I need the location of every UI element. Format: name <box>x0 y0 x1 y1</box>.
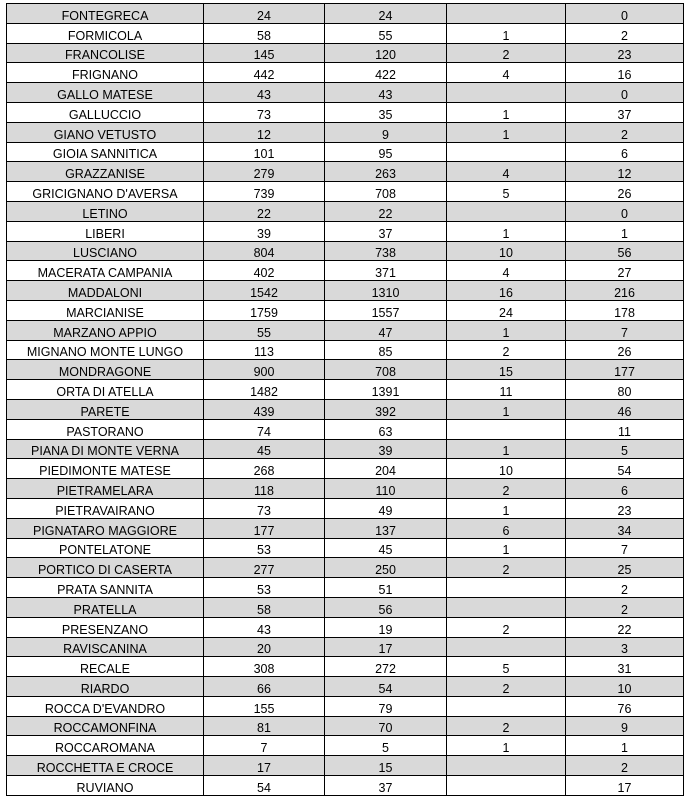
value-cell-col3: 371 <box>325 261 447 281</box>
value-cell-col2: 7 <box>204 736 325 756</box>
value-cell-col4: 2 <box>447 617 566 637</box>
value-cell-col3: 37 <box>325 776 447 796</box>
value-cell-col5: 216 <box>566 281 684 301</box>
municipality-name-cell: LIBERI <box>7 221 204 241</box>
value-cell-col4: 1 <box>447 538 566 558</box>
value-cell-col5: 34 <box>566 518 684 538</box>
municipality-name-cell: ORTA DI ATELLA <box>7 380 204 400</box>
table-row <box>7 439 684 459</box>
value-cell-col2: 24 <box>204 4 325 24</box>
value-cell-col3: 51 <box>325 578 447 598</box>
value-cell-col2: 43 <box>204 83 325 103</box>
value-cell-col2: 53 <box>204 538 325 558</box>
table-row <box>7 182 684 202</box>
value-cell-col4: 4 <box>447 162 566 182</box>
value-cell-col4 <box>447 201 566 221</box>
value-cell-col2: 439 <box>204 399 325 419</box>
value-cell-col3: 1557 <box>325 300 447 320</box>
value-cell-col2: 1542 <box>204 281 325 301</box>
municipality-name-cell: FRIGNANO <box>7 63 204 83</box>
value-cell-col3: 54 <box>325 677 447 697</box>
value-cell-col5: 11 <box>566 419 684 439</box>
value-cell-col5: 178 <box>566 300 684 320</box>
value-cell-col4: 4 <box>447 63 566 83</box>
value-cell-col5: 2 <box>566 23 684 43</box>
table-row <box>7 83 684 103</box>
table-row <box>7 558 684 578</box>
value-cell-col4: 2 <box>447 677 566 697</box>
value-cell-col3: 422 <box>325 63 447 83</box>
municipality-name-cell: MIGNANO MONTE LUNGO <box>7 340 204 360</box>
value-cell-col4: 1 <box>447 221 566 241</box>
municipality-name-cell: RUVIANO <box>7 776 204 796</box>
value-cell-col4 <box>447 83 566 103</box>
table-row <box>7 360 684 380</box>
value-cell-col5: 9 <box>566 716 684 736</box>
value-cell-col2: 145 <box>204 43 325 63</box>
value-cell-col4: 2 <box>447 558 566 578</box>
value-cell-col2: 277 <box>204 558 325 578</box>
value-cell-col5: 37 <box>566 102 684 122</box>
value-cell-col3: 17 <box>325 637 447 657</box>
value-cell-col2: 900 <box>204 360 325 380</box>
table-row <box>7 340 684 360</box>
value-cell-col3: 35 <box>325 102 447 122</box>
value-cell-col4 <box>447 756 566 776</box>
value-cell-col3: 24 <box>325 4 447 24</box>
value-cell-col2: 268 <box>204 459 325 479</box>
value-cell-col3: 5 <box>325 736 447 756</box>
value-cell-col4: 1 <box>447 399 566 419</box>
municipality-name-cell: RIARDO <box>7 677 204 697</box>
value-cell-col2: 39 <box>204 221 325 241</box>
value-cell-col5: 27 <box>566 261 684 281</box>
table-row <box>7 518 684 538</box>
value-cell-col3: 49 <box>325 498 447 518</box>
value-cell-col2: 54 <box>204 776 325 796</box>
table-row <box>7 479 684 499</box>
municipality-name-cell: GALLUCCIO <box>7 102 204 122</box>
municipality-name-cell: PIGNATARO MAGGIORE <box>7 518 204 538</box>
value-cell-col4: 2 <box>447 43 566 63</box>
value-cell-col3: 70 <box>325 716 447 736</box>
value-cell-col5: 56 <box>566 241 684 261</box>
value-cell-col3: 1310 <box>325 281 447 301</box>
municipality-name-cell: GIOIA SANNITICA <box>7 142 204 162</box>
value-cell-col2: 17 <box>204 756 325 776</box>
value-cell-col5: 6 <box>566 142 684 162</box>
value-cell-col3: 708 <box>325 182 447 202</box>
value-cell-col2: 1482 <box>204 380 325 400</box>
value-cell-col5: 5 <box>566 439 684 459</box>
value-cell-col4 <box>447 578 566 598</box>
value-cell-col2: 58 <box>204 23 325 43</box>
value-cell-col3: 9 <box>325 122 447 142</box>
table-row <box>7 320 684 340</box>
table-row <box>7 399 684 419</box>
value-cell-col5: 26 <box>566 182 684 202</box>
table-body <box>7 4 684 796</box>
value-cell-col5: 2 <box>566 597 684 617</box>
value-cell-col4: 1 <box>447 320 566 340</box>
value-cell-col3: 85 <box>325 340 447 360</box>
value-cell-col5: 46 <box>566 399 684 419</box>
municipality-name-cell: PASTORANO <box>7 419 204 439</box>
value-cell-col2: 177 <box>204 518 325 538</box>
table-row <box>7 23 684 43</box>
value-cell-col2: 66 <box>204 677 325 697</box>
value-cell-col4: 11 <box>447 380 566 400</box>
value-cell-col2: 442 <box>204 63 325 83</box>
value-cell-col3: 110 <box>325 479 447 499</box>
table-row <box>7 657 684 677</box>
value-cell-col3: 79 <box>325 696 447 716</box>
value-cell-col4: 2 <box>447 340 566 360</box>
value-cell-col3: 56 <box>325 597 447 617</box>
value-cell-col4 <box>447 4 566 24</box>
value-cell-col5: 23 <box>566 498 684 518</box>
value-cell-col4: 1 <box>447 23 566 43</box>
value-cell-col5: 80 <box>566 380 684 400</box>
table-row <box>7 637 684 657</box>
value-cell-col2: 118 <box>204 479 325 499</box>
table-row <box>7 102 684 122</box>
value-cell-col2: 20 <box>204 637 325 657</box>
value-cell-col4: 10 <box>447 459 566 479</box>
value-cell-col3: 392 <box>325 399 447 419</box>
value-cell-col5: 17 <box>566 776 684 796</box>
municipality-name-cell: LUSCIANO <box>7 241 204 261</box>
value-cell-col5: 16 <box>566 63 684 83</box>
value-cell-col2: 155 <box>204 696 325 716</box>
municipality-name-cell: MACERATA CAMPANIA <box>7 261 204 281</box>
value-cell-col4 <box>447 419 566 439</box>
table-row <box>7 677 684 697</box>
value-cell-col3: 738 <box>325 241 447 261</box>
value-cell-col2: 804 <box>204 241 325 261</box>
value-cell-col3: 95 <box>325 142 447 162</box>
value-cell-col3: 63 <box>325 419 447 439</box>
value-cell-col5: 12 <box>566 162 684 182</box>
value-cell-col3: 1391 <box>325 380 447 400</box>
table-row <box>7 122 684 142</box>
value-cell-col3: 15 <box>325 756 447 776</box>
municipality-name-cell: MARZANO APPIO <box>7 320 204 340</box>
value-cell-col4 <box>447 597 566 617</box>
municipality-name-cell: PORTICO DI CASERTA <box>7 558 204 578</box>
value-cell-col4: 24 <box>447 300 566 320</box>
value-cell-col5: 7 <box>566 320 684 340</box>
table-row <box>7 201 684 221</box>
value-cell-col4 <box>447 696 566 716</box>
value-cell-col2: 279 <box>204 162 325 182</box>
value-cell-col2: 43 <box>204 617 325 637</box>
value-cell-col3: 47 <box>325 320 447 340</box>
value-cell-col5: 23 <box>566 43 684 63</box>
value-cell-col5: 0 <box>566 201 684 221</box>
value-cell-col2: 739 <box>204 182 325 202</box>
table-row <box>7 142 684 162</box>
value-cell-col2: 402 <box>204 261 325 281</box>
value-cell-col4: 16 <box>447 281 566 301</box>
table-row <box>7 241 684 261</box>
value-cell-col5: 76 <box>566 696 684 716</box>
value-cell-col4: 2 <box>447 716 566 736</box>
value-cell-col4: 1 <box>447 498 566 518</box>
value-cell-col3: 37 <box>325 221 447 241</box>
value-cell-col2: 58 <box>204 597 325 617</box>
value-cell-col3: 204 <box>325 459 447 479</box>
municipality-name-cell: ROCCHETTA E CROCE <box>7 756 204 776</box>
municipality-name-cell: GRICIGNANO D'AVERSA <box>7 182 204 202</box>
municipality-name-cell: PIETRAVAIRANO <box>7 498 204 518</box>
value-cell-col3: 22 <box>325 201 447 221</box>
value-cell-col5: 0 <box>566 4 684 24</box>
municipality-name-cell: ROCCA D'EVANDRO <box>7 696 204 716</box>
table-row <box>7 281 684 301</box>
value-cell-col4: 5 <box>447 657 566 677</box>
value-cell-col5: 1 <box>566 736 684 756</box>
table-row <box>7 597 684 617</box>
value-cell-col3: 45 <box>325 538 447 558</box>
municipality-name-cell: PIEDIMONTE MATESE <box>7 459 204 479</box>
table-row <box>7 736 684 756</box>
municipality-name-cell: GALLO MATESE <box>7 83 204 103</box>
value-cell-col4: 15 <box>447 360 566 380</box>
value-cell-col5: 10 <box>566 677 684 697</box>
municipality-name-cell: PRATA SANNITA <box>7 578 204 598</box>
value-cell-col2: 45 <box>204 439 325 459</box>
value-cell-col4: 1 <box>447 122 566 142</box>
value-cell-col4: 1 <box>447 736 566 756</box>
municipality-data-table <box>6 3 684 796</box>
municipality-name-cell: RAVISCANINA <box>7 637 204 657</box>
table-row <box>7 538 684 558</box>
value-cell-col4: 5 <box>447 182 566 202</box>
value-cell-col5: 177 <box>566 360 684 380</box>
table-row <box>7 498 684 518</box>
municipality-name-cell: FORMICOLA <box>7 23 204 43</box>
table-row <box>7 162 684 182</box>
table-row <box>7 261 684 281</box>
value-cell-col5: 31 <box>566 657 684 677</box>
table-row <box>7 63 684 83</box>
value-cell-col5: 54 <box>566 459 684 479</box>
municipality-name-cell: FRANCOLISE <box>7 43 204 63</box>
value-cell-col3: 39 <box>325 439 447 459</box>
table-row <box>7 4 684 24</box>
table-row <box>7 756 684 776</box>
table-row <box>7 776 684 796</box>
municipality-name-cell: LETINO <box>7 201 204 221</box>
municipality-name-cell: GIANO VETUSTO <box>7 122 204 142</box>
value-cell-col2: 101 <box>204 142 325 162</box>
table-row <box>7 221 684 241</box>
value-cell-col4: 10 <box>447 241 566 261</box>
value-cell-col5: 2 <box>566 122 684 142</box>
municipality-name-cell: MADDALONI <box>7 281 204 301</box>
table-row <box>7 300 684 320</box>
value-cell-col2: 12 <box>204 122 325 142</box>
municipality-name-cell: PRESENZANO <box>7 617 204 637</box>
value-cell-col3: 43 <box>325 83 447 103</box>
value-cell-col3: 137 <box>325 518 447 538</box>
value-cell-col4 <box>447 637 566 657</box>
municipality-name-cell: PRATELLA <box>7 597 204 617</box>
value-cell-col2: 73 <box>204 498 325 518</box>
value-cell-col5: 7 <box>566 538 684 558</box>
value-cell-col5: 6 <box>566 479 684 499</box>
table-row <box>7 696 684 716</box>
value-cell-col3: 263 <box>325 162 447 182</box>
table-row <box>7 716 684 736</box>
table-row <box>7 380 684 400</box>
municipality-name-cell: PARETE <box>7 399 204 419</box>
value-cell-col3: 272 <box>325 657 447 677</box>
value-cell-col2: 74 <box>204 419 325 439</box>
value-cell-col2: 113 <box>204 340 325 360</box>
municipality-name-cell: ROCCAROMANA <box>7 736 204 756</box>
value-cell-col5: 22 <box>566 617 684 637</box>
value-cell-col4: 1 <box>447 102 566 122</box>
value-cell-col5: 25 <box>566 558 684 578</box>
value-cell-col4 <box>447 776 566 796</box>
value-cell-col5: 1 <box>566 221 684 241</box>
value-cell-col5: 3 <box>566 637 684 657</box>
value-cell-col5: 2 <box>566 756 684 776</box>
value-cell-col4 <box>447 142 566 162</box>
value-cell-col2: 81 <box>204 716 325 736</box>
value-cell-col2: 308 <box>204 657 325 677</box>
value-cell-col4: 6 <box>447 518 566 538</box>
value-cell-col3: 250 <box>325 558 447 578</box>
municipality-name-cell: GRAZZANISE <box>7 162 204 182</box>
table-row <box>7 419 684 439</box>
value-cell-col5: 2 <box>566 578 684 598</box>
municipality-name-cell: PIANA DI MONTE VERNA <box>7 439 204 459</box>
value-cell-col2: 1759 <box>204 300 325 320</box>
value-cell-col3: 19 <box>325 617 447 637</box>
table-row <box>7 43 684 63</box>
table-row <box>7 459 684 479</box>
value-cell-col2: 53 <box>204 578 325 598</box>
value-cell-col2: 22 <box>204 201 325 221</box>
value-cell-col4: 4 <box>447 261 566 281</box>
table-row <box>7 617 684 637</box>
value-cell-col4: 2 <box>447 479 566 499</box>
municipality-data-table-container <box>6 3 683 796</box>
municipality-name-cell: MONDRAGONE <box>7 360 204 380</box>
value-cell-col3: 120 <box>325 43 447 63</box>
table-row <box>7 578 684 598</box>
value-cell-col2: 55 <box>204 320 325 340</box>
municipality-name-cell: MARCIANISE <box>7 300 204 320</box>
value-cell-col5: 26 <box>566 340 684 360</box>
value-cell-col3: 708 <box>325 360 447 380</box>
municipality-name-cell: ROCCAMONFINA <box>7 716 204 736</box>
municipality-name-cell: PIETRAMELARA <box>7 479 204 499</box>
municipality-name-cell: RECALE <box>7 657 204 677</box>
value-cell-col5: 0 <box>566 83 684 103</box>
value-cell-col3: 55 <box>325 23 447 43</box>
value-cell-col4: 1 <box>447 439 566 459</box>
value-cell-col2: 73 <box>204 102 325 122</box>
municipality-name-cell: FONTEGRECA <box>7 4 204 24</box>
municipality-name-cell: PONTELATONE <box>7 538 204 558</box>
